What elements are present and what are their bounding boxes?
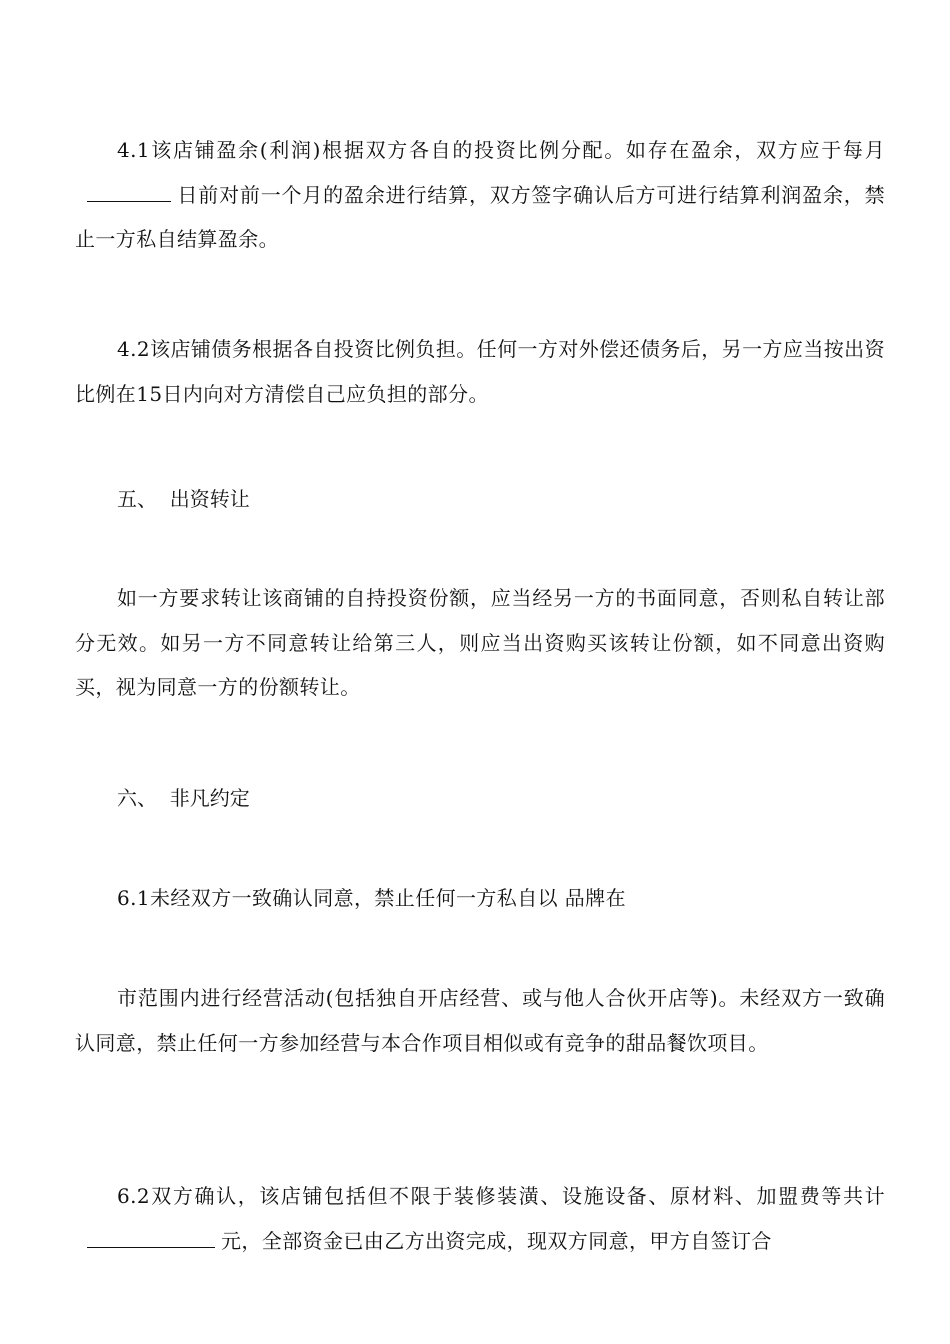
blank-day-field [87, 185, 171, 202]
clause-6-2-text-end: 元，全部资金已由乙方出资完成，现双方同意，甲方自签订合 [221, 1228, 772, 1253]
blank-amount-field [87, 1231, 215, 1248]
clause-6-1: 6.1未经双方一致确认同意，禁止任何一方私自以 品牌在 [117, 886, 626, 910]
section-heading-5: 五、 出资转让 [117, 487, 250, 511]
clause-4-2: 4.2该店铺债务根据各自投资比例负担。任何一方对外偿还债务后，另一方应当按出资比例在15日内向对方清偿自己应负担的部分。 [75, 337, 885, 406]
section-heading-6: 六、 非凡约定 [117, 786, 250, 810]
clause-4-1-text-start: 4.1该店铺盈余(利润)根据双方各自的投资比例分配。如存在盈余，双方应于每月 [117, 138, 885, 162]
clause-4-1-text-end: 日前对前一个月的盈余进行结算，双方签字确认后方可进行结算利润盈余，禁止一方私自结算盈余。 [75, 182, 885, 251]
clause-6-2 [75, 1174, 885, 1263]
clause-6-2-text-start: 6.2双方确认，该店铺包括但不限于装修装潢、设施设备、原材料、加盟费等共计 [117, 1184, 885, 1208]
clause-5-body: 如一方要求转让该商铺的自持投资份额，应当经另一方的书面同意，否则私自转让部分无效。如另一方不同意转让给第三人，则应当出资购买该转让份额，如不同意出资购买，视为同意一方的份额转让。 [75, 586, 885, 699]
clause-4-1 [75, 128, 885, 262]
clause-6-1-continued: 市范围内进行经营活动(包括独自开店经营、或与他人合伙开店等)。未经双方一致确认同意，禁止任何一方参加经营与本合作项目相似或有竞争的甜品餐饮项目。 [75, 986, 885, 1055]
